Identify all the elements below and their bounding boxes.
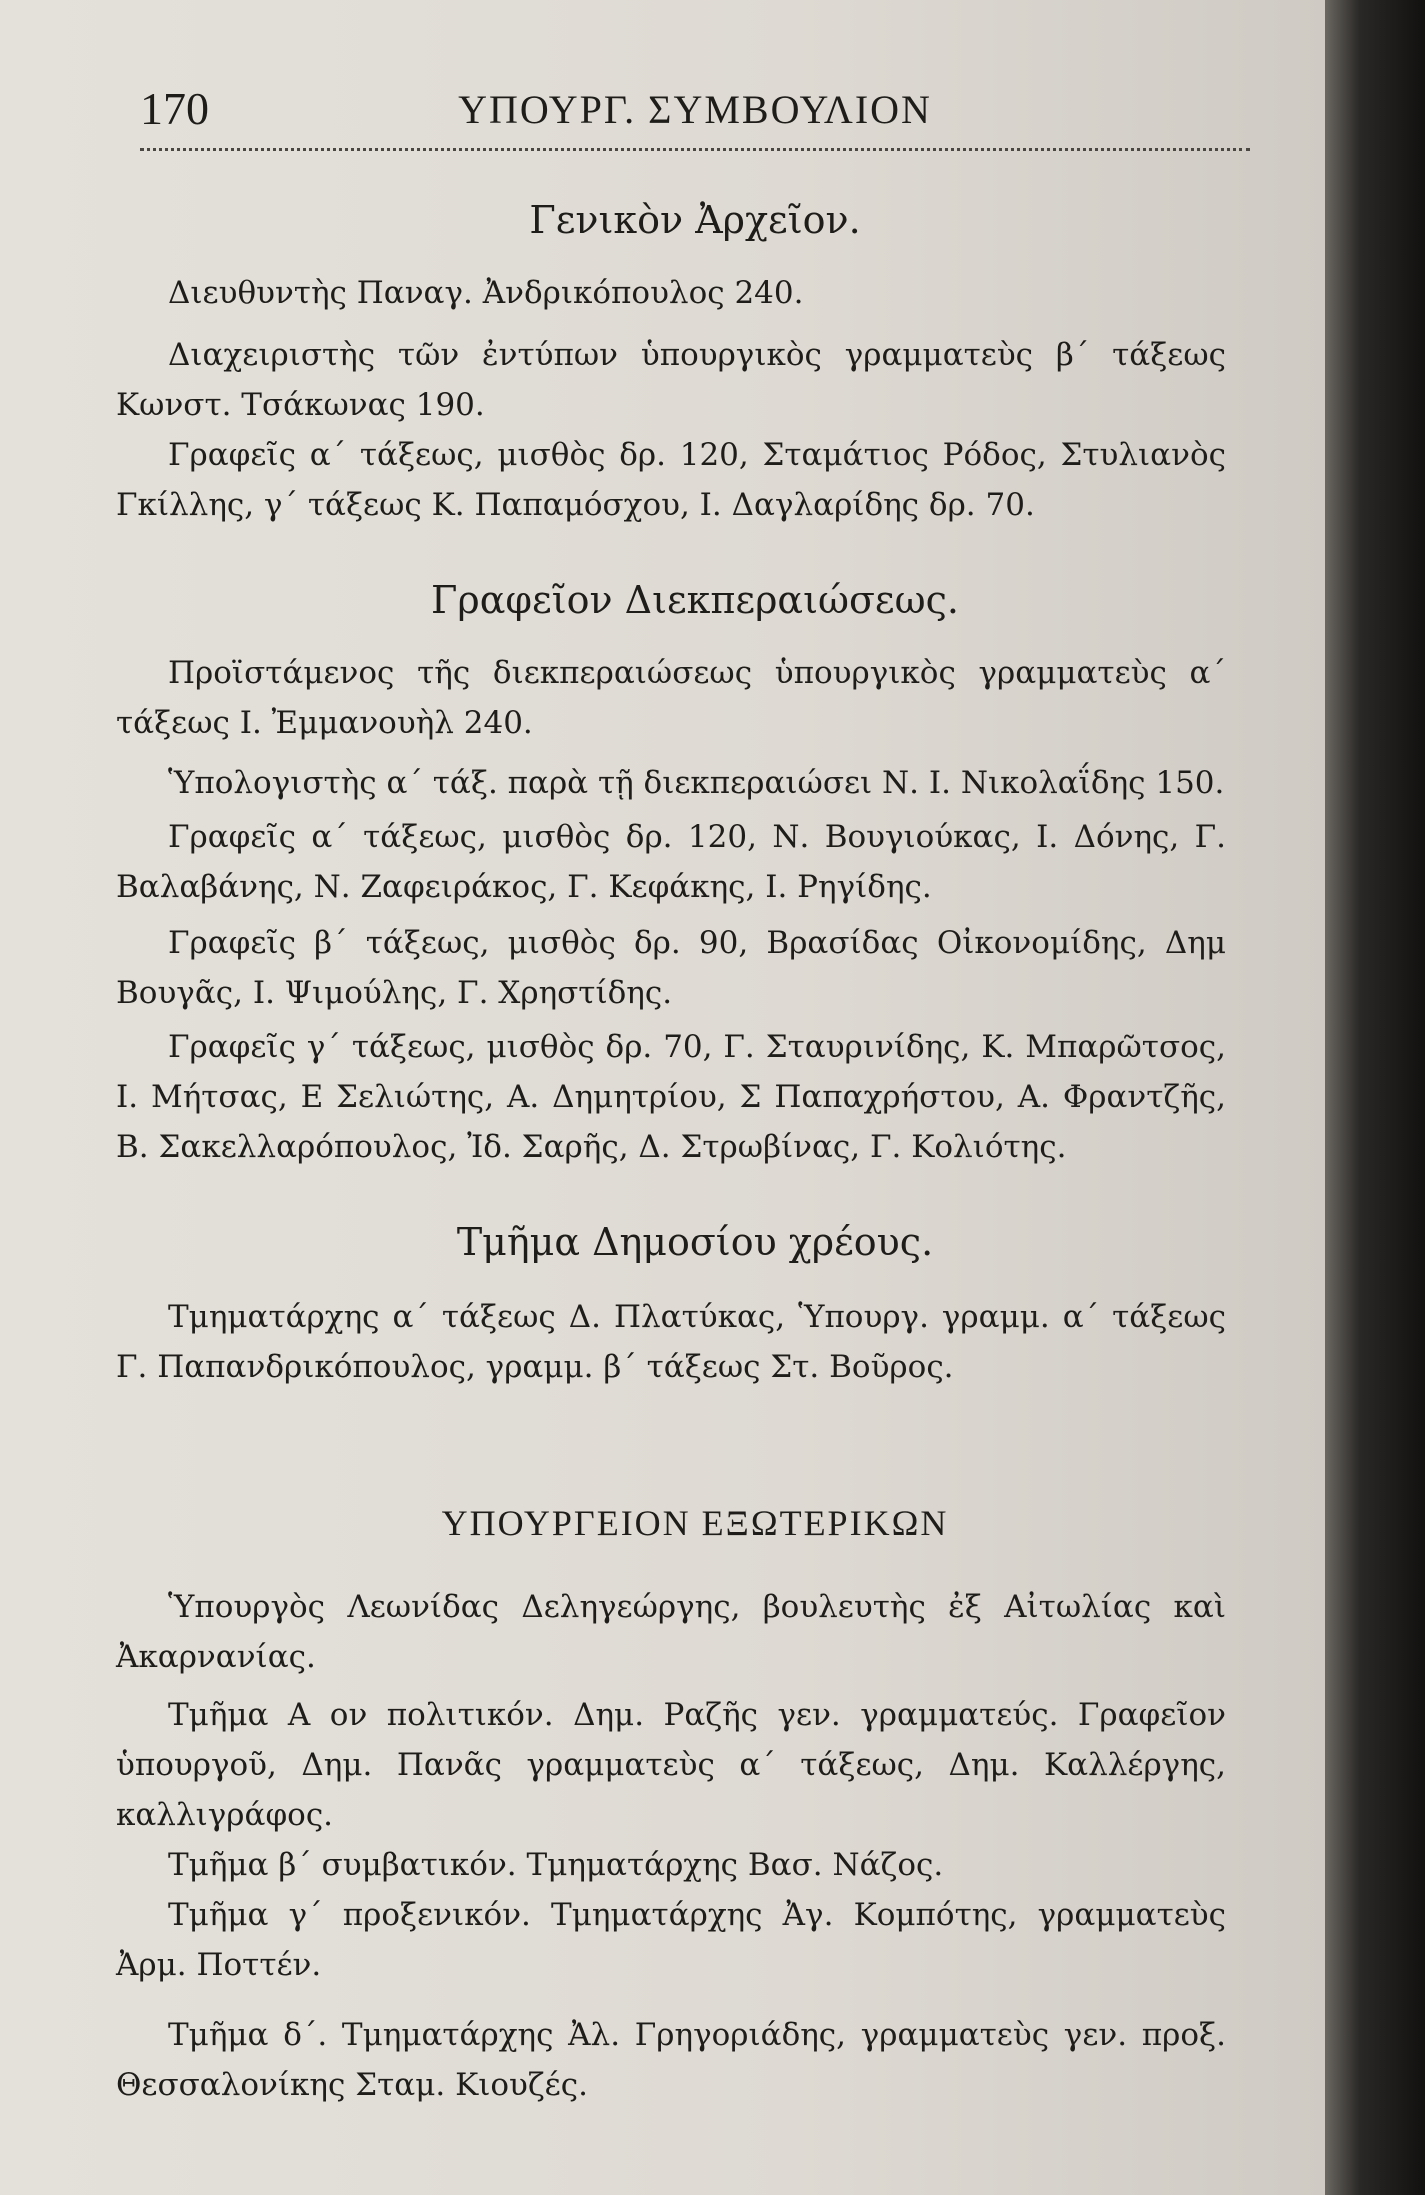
paragraph: Ὑπουργὸς Λεωνίδας Δεληγεώργης, βουλευτὴς ἐξ Αἰτωλίας καὶ Ἀκαρνανίας.	[116, 1589, 1226, 1675]
paragraph: Ὑπολογιστὴς α΄ τάξ. παρὰ τῇ διεκπεραιώσει Ν. Ι. Νικολαΐδης 150.	[168, 765, 1225, 801]
section-heading-public-debt: Τμῆμα Δημοσίου χρέους.	[456, 1220, 934, 1264]
book-spine-shadow	[1325, 0, 1425, 2195]
section-heading-dispatch-office: Γραφεῖον Διεκπεραιώσεως.	[431, 578, 959, 622]
section-heading-general-archive: Γενικὸν Ἀρχεῖον.	[529, 198, 861, 242]
paragraph: Τμῆμα β΄ συμβατικόν. Τμηματάρχης Βασ. Νάζος.	[168, 1847, 944, 1883]
running-head	[140, 82, 1250, 142]
paragraph: Προϊστάμενος τῆς διεκπεραιώσεως ὑπουργικὸς γραμματεὺς α΄ τάξεως Ι. Ἐμμανουὴλ 240.	[116, 655, 1226, 741]
paragraph: Γραφεῖς β΄ τάξεως, μισθὸς δρ. 90, Βρασίδας Οἰκονομίδης, Δημ Βουγᾶς, Ι. Ψιμούλης, Γ. Χρηστίδης.	[116, 925, 1226, 1011]
running-title: ΥΠΟΥΡΓ. ΣΥΜΒΟΥΛΙΟΝ	[458, 87, 932, 132]
header-rule	[140, 148, 1250, 151]
paragraph: Γραφεῖς α΄ τάξεως, μισθὸς δρ. 120, Σταμάτιος Ρόδος, Στυλιανὸς Γκίλλης, γ΄ τάξεως Κ. Παπαμόσχου, Ι. Δαγλαρίδης δρ. 70.	[116, 437, 1226, 523]
paragraph: Γραφεῖς γ΄ τάξεως, μισθὸς δρ. 70, Γ. Σταυρινίδης, Κ. Μπαρῶτσος, Ι. Μήτσας, Ε Σελιώτης, Α. Δημητρίου, Σ Παπαχρήστου, Α. Φραντζῆς, Β. Σακελλαρόπουλος, Ἰδ. Σαρῆς, Δ. Στρωβίνας, Γ. Κολιότης.	[116, 1029, 1226, 1165]
ministry-heading: ΥΠΟΥΡΓΕΙΟΝ ΕΞΩΤΕΡΙΚΩΝ	[441, 1503, 949, 1543]
paragraph: Διευθυντὴς Παναγ. Ἀνδρικόπουλος 240.	[168, 275, 804, 311]
paragraph: Διαχειριστὴς τῶν ἐντύπων ὑπουργικὸς γραμματεὺς β΄ τάξεως Κωνστ. Τσάκωνας 190.	[116, 337, 1226, 423]
page-number: 170	[140, 83, 209, 134]
paragraph: Τμῆμα γ΄ προξενικόν. Τμηματάρχης Ἀγ. Κομπότης, γραμματεὺς Ἀρμ. Ποττέν.	[116, 1897, 1226, 1983]
paragraph: Τμηματάρχης α΄ τάξεως Δ. Πλατύκας, Ὑπουργ. γραμμ. α΄ τάξεως Γ. Παπανδρικόπουλος, γραμμ. β΄ τάξεως Στ. Βοῦρος.	[116, 1299, 1226, 1385]
paragraph: Τμῆμα Α ον πολιτικόν. Δημ. Ραζῆς γεν. γραμματεύς. Γραφεῖον ὑπουργοῦ, Δημ. Πανᾶς γραμματεὺς α΄ τάξεως, Δημ. Καλλέργης, καλλιγράφος.	[116, 1697, 1226, 1833]
paragraph: Γραφεῖς α΄ τάξεως, μισθὸς δρ. 120, Ν. Βουγιούκας, Ι. Δόνης, Γ. Βαλαβάνης, Ν. Ζαφειράκος, Γ. Κεφάκης, Ι. Ρηγίδης.	[116, 819, 1226, 905]
paragraph: Τμῆμα δ΄. Τμηματάρχης Ἀλ. Γρηγοριάδης, γραμματεὺς γεν. προξ. Θεσσαλονίκης Σταμ. Κιουζές.	[116, 2017, 1226, 2103]
